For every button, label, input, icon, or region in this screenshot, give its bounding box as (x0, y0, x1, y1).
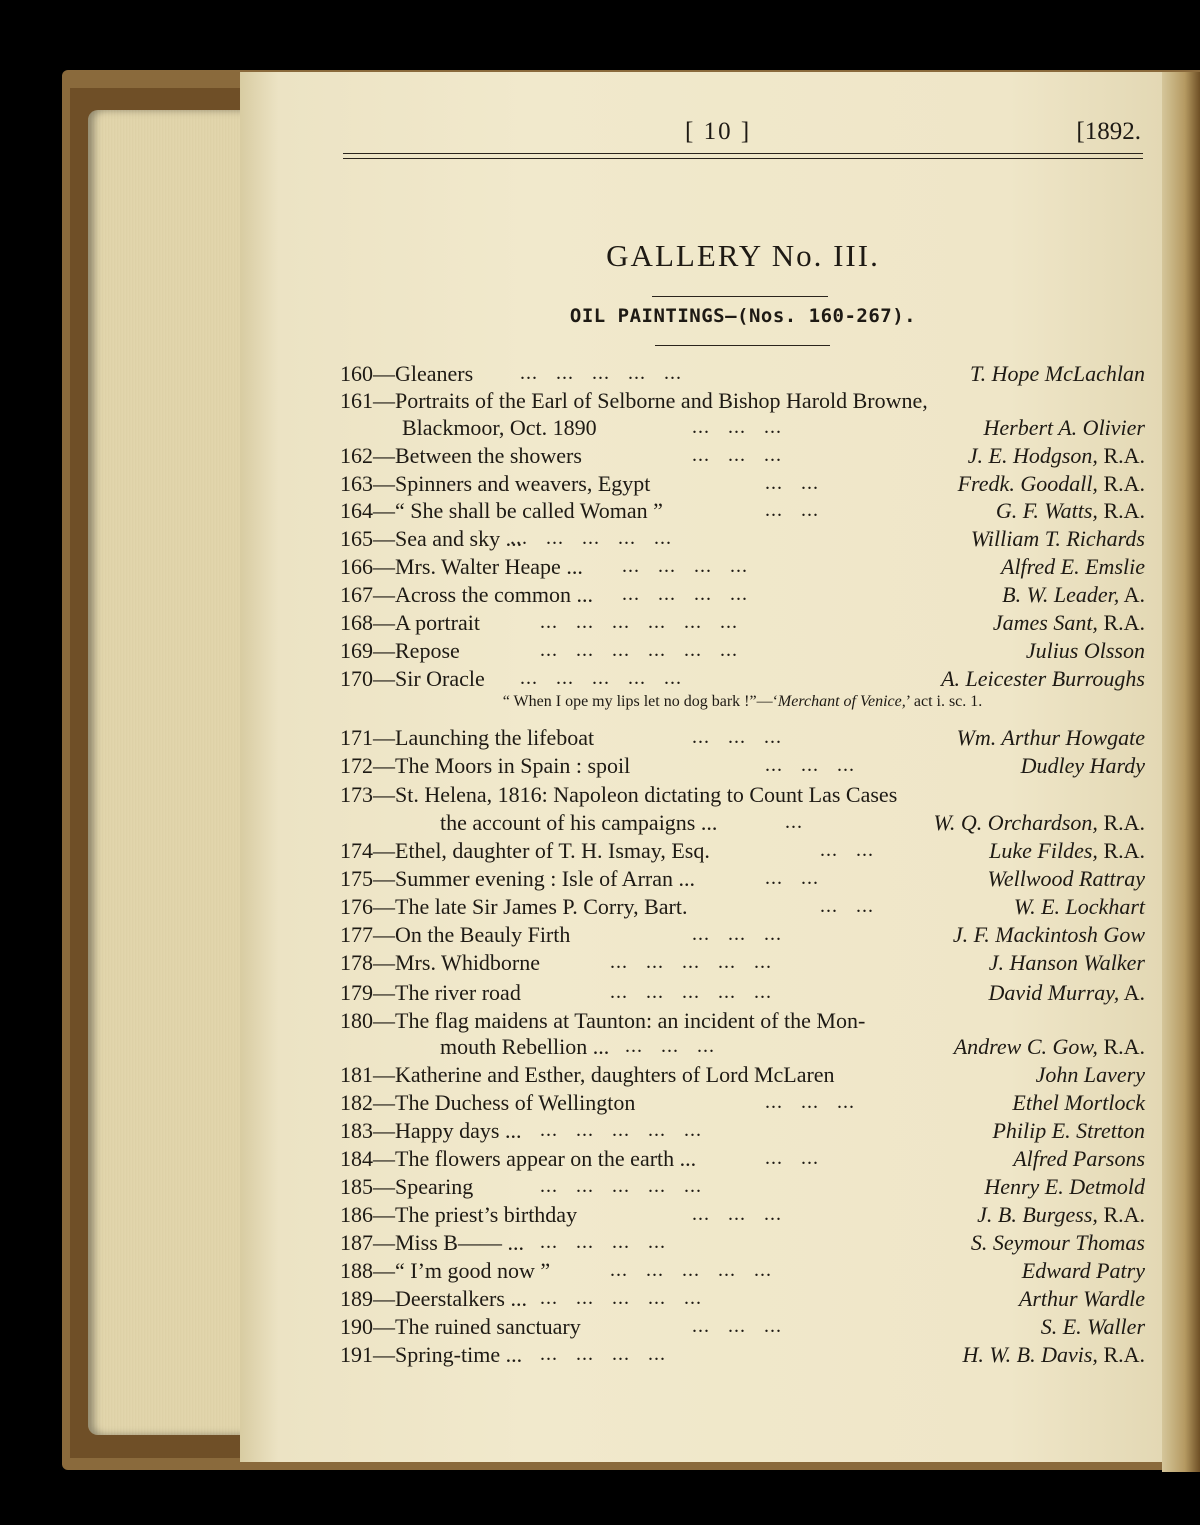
artist-name (1036, 1061, 1145, 1088)
leader-dots: ... ... ... (692, 444, 782, 466)
artist-honour: R.A. (1097, 810, 1145, 835)
entry-title: 191—Spring-time ... (340, 1342, 523, 1367)
artist-name-text: T. Hope McLachlan (970, 361, 1145, 386)
artist-name-text: Philip E. Stretton (992, 1118, 1145, 1143)
quote-source: Merchant of Venice, (777, 693, 906, 710)
artist-name (934, 809, 1145, 836)
artist-name-text: Arthur Wardle (1018, 1286, 1145, 1311)
artist-name-text: W. E. Lockhart (1013, 894, 1145, 919)
leader-dots: ... (785, 811, 803, 833)
leader-dots: ... ... ... (692, 1315, 782, 1337)
artist-name (1014, 893, 1145, 920)
catalogue-entry (340, 525, 1145, 552)
entry-title: 163—Spinners and weavers, Egypt (340, 471, 651, 496)
entry-title: 181—Katherine and Esther, daughters of Lord McLaren (340, 1062, 835, 1087)
artist-name (971, 1229, 1145, 1256)
page-edges (88, 110, 250, 1435)
catalogue-entry (340, 837, 1145, 864)
catalogue-entry (340, 609, 1145, 636)
artist-name (1026, 637, 1145, 664)
entry-title: 164—“ She shall be called Woman ” (340, 498, 663, 523)
artist-name (989, 979, 1145, 1006)
artist-honour: R.A. (1097, 443, 1145, 468)
artist-name-text: John Lavery (1035, 1062, 1145, 1087)
artist-name (988, 865, 1145, 892)
entry-title: 170—Sir Oracle (340, 666, 485, 691)
catalogue-entry (340, 809, 1145, 836)
artist-name-text: James Sant, (992, 610, 1098, 635)
artist-name (957, 724, 1145, 751)
leader-dots: ... ... ... ... ... (510, 527, 672, 549)
entry-title: 177—On the Beauly Firth (340, 922, 571, 947)
artist-name-text: David Murray, (988, 980, 1120, 1005)
leader-dots: ... ... ... ... ... ... (540, 639, 738, 661)
catalogue-entry (340, 1145, 1145, 1172)
catalogue-entry (340, 1229, 1145, 1256)
leader-dots: ... ... ... ... ... (610, 981, 772, 1003)
catalogue-entry (340, 1201, 1145, 1228)
entry-title: 188—“ I’m good now ” (340, 1258, 551, 1283)
artist-name-text: H. W. B. Davis, (962, 1342, 1098, 1367)
artist-name-text: Luke Fildes, (989, 838, 1098, 863)
catalogue-entry (340, 1033, 1145, 1060)
leader-dots: ... ... ... (692, 416, 782, 438)
entry-title: 183—Happy days ... (340, 1118, 522, 1143)
catalogue-entry (340, 752, 1145, 779)
leader-dots: ... ... (765, 867, 819, 889)
catalogue-entry (340, 387, 1145, 414)
catalogue-entry (340, 921, 1145, 948)
entry-title: 185—Spearing (340, 1174, 474, 1199)
leader-dots: ... ... ... ... ... (610, 951, 772, 973)
artist-name-text: Andrew C. Gow, (953, 1034, 1098, 1059)
artist-name (1001, 553, 1145, 580)
artist-name-text: J. E. Hodgson, (967, 443, 1098, 468)
artist-honour: R.A. (1097, 498, 1145, 523)
leader-dots: ... ... ... ... ... ... (540, 611, 738, 633)
quote-text: “ When I ope my lips let no dog bark !”—‘ (502, 693, 778, 710)
catalogue-entry (340, 665, 1145, 692)
artist-name (962, 1341, 1145, 1368)
catalogue-entry (340, 1257, 1145, 1284)
artist-name-text: A. Leicester Burroughs (941, 666, 1145, 691)
entry-title: 186—The priest’s birthday (340, 1202, 578, 1227)
artist-name-text: Alfred E. Emslie (1001, 554, 1145, 579)
leader-dots: ... ... ... ... (622, 555, 748, 577)
catalogue-entry (340, 497, 1145, 524)
artist-name-text: Ethel Mortlock (1012, 1090, 1145, 1115)
catalogue-entry (340, 1285, 1145, 1312)
leader-dots: ... ... ... ... ... (540, 1119, 702, 1141)
entry-title: 162—Between the showers (340, 443, 582, 468)
entry-title: 176—The late Sir James P. Corry, Bart. (340, 894, 688, 919)
catalogue-entry (340, 1313, 1145, 1340)
catalogue-entry (340, 949, 1145, 976)
artist-name (989, 949, 1145, 976)
leader-dots: ... ... (765, 472, 819, 494)
artist-name-text: S. Seymour Thomas (970, 1230, 1145, 1255)
artist-name-text: Dudley Hardy (1020, 753, 1145, 778)
artist-name-text: Henry E. Detmold (984, 1174, 1145, 1199)
entry-title: 182—The Duchess of Wellington (340, 1090, 636, 1115)
catalogue-entry (340, 1089, 1145, 1116)
entry-title: 175—Summer evening : Isle of Arran ... (340, 866, 695, 891)
catalogue-entry (340, 1007, 1145, 1034)
artist-name (971, 525, 1145, 552)
artist-name (1012, 1089, 1145, 1116)
entry-title: 166—Mrs. Walter Heape ... (340, 554, 583, 579)
entry-title: 171—Launching the lifeboat (340, 725, 595, 750)
artist-name-text: J. F. Mackintosh Gow (952, 922, 1145, 947)
section-subtitle: OIL PAINTINGS—(Nos. 160-267). (569, 305, 917, 327)
artist-name (1019, 1285, 1145, 1312)
leader-dots: ... ... ... ... (540, 1343, 666, 1365)
gallery-title: GALLERY No. III. (606, 238, 880, 273)
catalogue-entry (340, 442, 1145, 469)
artist-honour: R.A. (1097, 838, 1145, 863)
artist-name-text: J. B. Burgess, (977, 1202, 1098, 1227)
artist-name-text: Julius Olsson (1025, 638, 1145, 663)
artist-name (984, 1173, 1145, 1200)
entry-title: 161—Portraits of the Earl of Selborne and Bishop Harold Browne, (340, 388, 928, 413)
entry-title: 174—Ethel, daughter of T. H. Ismay, Esq. (340, 838, 710, 863)
catalogue-entry (340, 781, 1145, 808)
artist-name (977, 1201, 1145, 1228)
artist-name (989, 837, 1145, 864)
leader-dots: ... ... ... (692, 923, 782, 945)
artist-name-text: B. W. Leader, (1002, 582, 1120, 607)
artist-honour: R.A. (1097, 1202, 1145, 1227)
entry-title: the account of his campaigns ... (440, 810, 718, 835)
entry-title: 187—Miss B—— ... (340, 1230, 524, 1255)
leader-dots: ... ... ... ... (622, 583, 748, 605)
artist-name-text: J. Hanson Walker (988, 950, 1145, 975)
leader-dots: ... ... ... ... ... (520, 362, 682, 384)
artist-name-text: Wm. Arthur Howgate (956, 725, 1145, 750)
year-label: [1892. (1076, 118, 1141, 145)
artist-name (983, 414, 1145, 441)
leader-dots: ... ... ... (765, 1091, 855, 1113)
page-number: [ 10 ] (685, 118, 752, 145)
artist-honour: A. (1119, 980, 1145, 1005)
artist-name (993, 609, 1145, 636)
subtitle-rule (655, 345, 830, 346)
leader-dots: ... ... (765, 499, 819, 521)
quotation (340, 693, 1145, 711)
entry-title: 165—Sea and sky ... (340, 526, 523, 551)
entry-title: 167—Across the common ... (340, 582, 593, 607)
catalogue-entry (340, 1173, 1145, 1200)
artist-name-text: Alfred Parsons (1013, 1146, 1145, 1171)
artist-name-text: Wellwood Rattray (987, 866, 1145, 891)
artist-name-text: William T. Richards (970, 526, 1145, 551)
artist-name-text: S. E. Waller (1040, 1314, 1145, 1339)
catalogue-entry (340, 1061, 1145, 1088)
entry-title: 189—Deerstalkers ... (340, 1286, 527, 1311)
leader-dots: ... ... ... ... ... (520, 667, 682, 689)
entry-title: 180—The flag maidens at Taunton: an incident of the Mon- (340, 1008, 866, 1033)
quote-ref: ’ act i. sc. 1. (905, 693, 983, 710)
artist-name-text: G. F. Watts, (995, 498, 1098, 523)
entry-title: 169—Repose (340, 638, 460, 663)
catalogue-entry (340, 1341, 1145, 1368)
catalogue-entry (340, 1117, 1145, 1144)
leader-dots: ... ... (765, 1147, 819, 1169)
artist-name (968, 442, 1145, 469)
artist-name (992, 1117, 1145, 1144)
title-rule (652, 296, 828, 297)
running-header (340, 118, 1145, 154)
header-rule (343, 153, 1143, 159)
leader-dots: ... ... (820, 839, 874, 861)
artist-honour: R.A. (1097, 1342, 1145, 1367)
catalogue-entry (340, 414, 1145, 441)
catalogue-entry (340, 553, 1145, 580)
entry-title: 173—St. Helena, 1816: Napoleon dictating to Count Las Cases (340, 782, 898, 807)
entry-title: Blackmoor, Oct. 1890 (402, 415, 597, 440)
catalogue-entry (340, 893, 1145, 920)
artist-honour: A. (1119, 582, 1145, 607)
artist-name (1041, 1313, 1145, 1340)
entry-title: mouth Rebellion ... (440, 1034, 610, 1059)
entry-title: 178—Mrs. Whidborne (340, 950, 541, 975)
catalogue-entry (340, 724, 1145, 751)
catalogue-entry (340, 865, 1145, 892)
artist-name-text: Fredk. Goodall, (957, 471, 1098, 496)
facing-page-edge (1162, 72, 1200, 1472)
artist-name-text: Edward Patry (1021, 1258, 1145, 1283)
artist-name (953, 921, 1145, 948)
artist-name (1013, 1145, 1145, 1172)
entry-title: 172—The Moors in Spain : spoil (340, 753, 631, 778)
artist-name-text: Herbert A. Olivier (983, 415, 1145, 440)
leader-dots: ... ... ... ... ... (610, 1259, 772, 1281)
leader-dots: ... ... (820, 895, 874, 917)
artist-name (1002, 581, 1145, 608)
entry-title: 184—The flowers appear on the earth ... (340, 1146, 697, 1171)
catalogue-entry (340, 581, 1145, 608)
artist-name-text: W. Q. Orchardson, (933, 810, 1098, 835)
artist-name (958, 470, 1145, 497)
catalogue-entry (340, 470, 1145, 497)
leader-dots: ... ... ... (692, 726, 782, 748)
leader-dots: ... ... ... (625, 1035, 715, 1057)
leader-dots: ... ... ... (692, 1203, 782, 1225)
artist-honour: R.A. (1097, 471, 1145, 496)
artist-honour: R.A. (1097, 610, 1145, 635)
artist-honour: R.A. (1097, 1034, 1145, 1059)
artist-name (970, 360, 1145, 387)
artist-name (941, 665, 1145, 692)
entry-title: 160—Gleaners (340, 361, 474, 386)
leader-dots: ... ... ... ... (540, 1231, 666, 1253)
leader-dots: ... ... ... (765, 754, 855, 776)
artist-name (954, 1033, 1145, 1060)
leader-dots: ... ... ... ... ... (540, 1287, 702, 1309)
artist-name (1021, 752, 1145, 779)
entry-title: 179—The river road (340, 980, 521, 1005)
leader-dots: ... ... ... ... ... (540, 1175, 702, 1197)
artist-name (996, 497, 1145, 524)
catalogue-entry (340, 979, 1145, 1006)
entry-title: 168—A portrait (340, 610, 480, 635)
catalogue-entry (340, 360, 1145, 387)
catalogue-entry (340, 637, 1145, 664)
artist-name (1022, 1257, 1145, 1284)
entry-title: 190—The ruined sanctuary (340, 1314, 581, 1339)
